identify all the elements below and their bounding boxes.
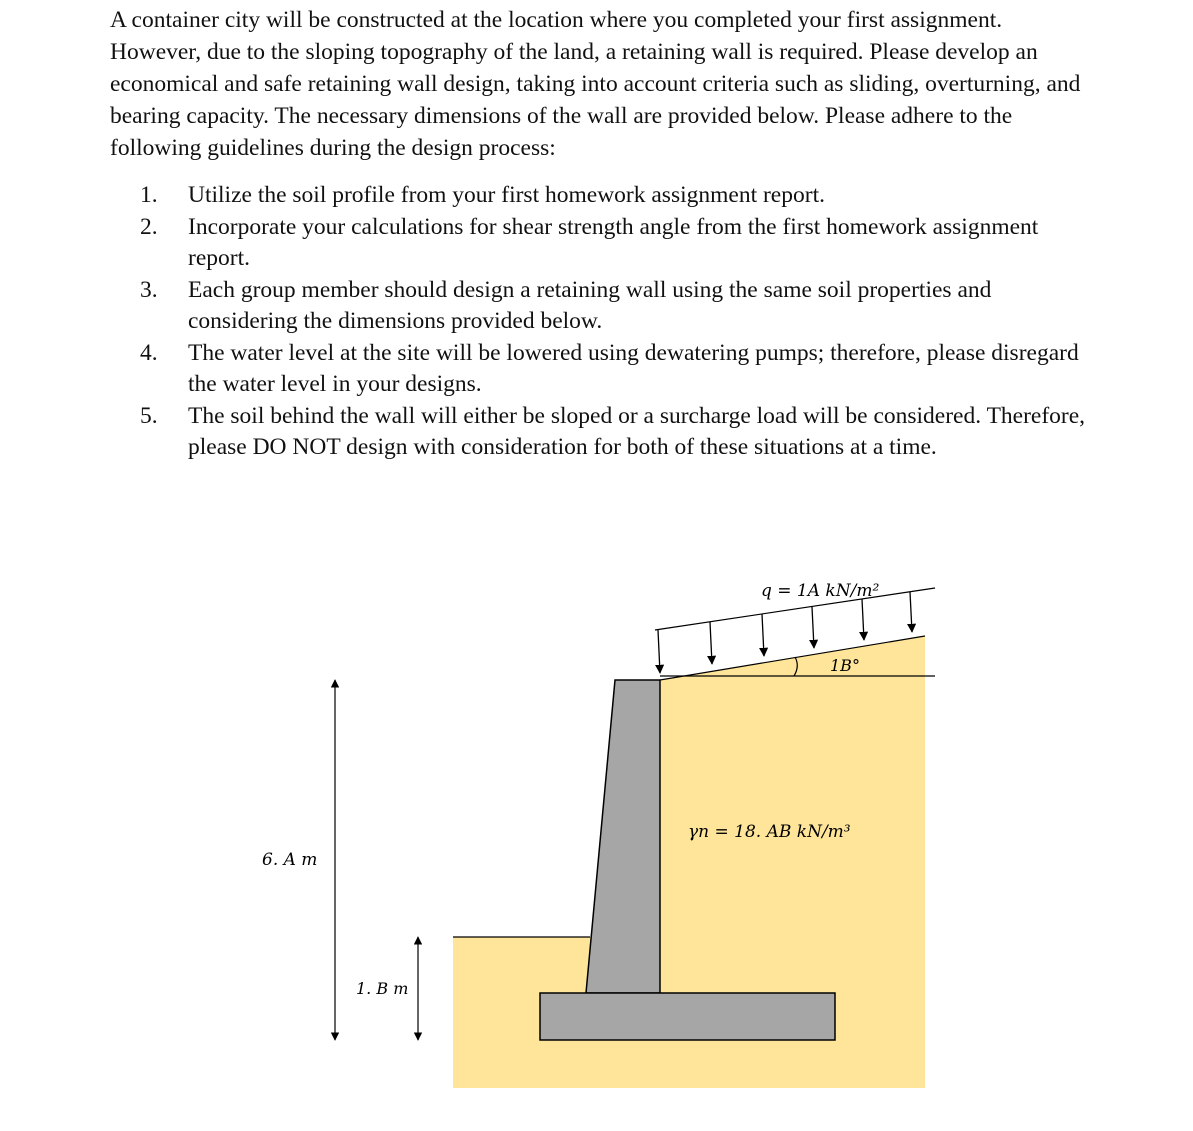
guideline-text: Incorporate your calculations for shear strength angle from the first homework assignment report.: [188, 213, 1039, 271]
wall-footing: [540, 993, 835, 1040]
guideline-number: 5.: [140, 402, 158, 429]
guideline-text: The water level at the site will be lowered using dewatering pumps; therefore, please disregard the water level in your designs.: [188, 339, 1079, 397]
surcharge-arrow: [710, 622, 712, 664]
surcharge-arrow: [658, 630, 660, 673]
wall-stem: [586, 680, 660, 993]
guideline-number: 2.: [140, 213, 158, 240]
guideline-number: 1.: [140, 182, 158, 208]
wall-height-label: 6. A m: [262, 850, 318, 870]
guideline-text: Utilize the soil profile from your first homework assignment report.: [188, 182, 825, 208]
surcharge-arrow: [910, 592, 912, 632]
surcharge-arrow: [862, 599, 864, 640]
guideline-number: 4.: [140, 339, 158, 366]
slope-angle-label: 1B°: [830, 656, 860, 675]
embedment-label: 1. B m: [356, 979, 409, 998]
guideline-text: Each group member should design a retaining wall using the same soil properties and considering the dimensions provided below.: [188, 276, 992, 334]
surcharge-arrow: [762, 614, 764, 656]
intro-paragraph: A container city will be constructed at the location where you completed your first assignment. However, due to the sloping topography of the land, a retaining wall is required. Please develop an economical and safe retaining wall design, taking into account criteria such as sliding, overturning, and bearing capacity. The necessary dimensions of the wall are provided below. Please adhere to the following guidelines during the design process:: [110, 7, 1081, 161]
unit-weight-label: γn = 18. AB kN/m³: [688, 822, 851, 842]
guideline-text: The soil behind the wall will either be sloped or a surcharge load will be considered. Therefore, please DO NOT design with consideration for both of these situations at a time.: [188, 402, 1086, 460]
surcharge-label: q = 1A kN/m²: [761, 581, 880, 601]
guideline-number: 3.: [140, 276, 158, 303]
surcharge-arrow: [812, 607, 814, 648]
